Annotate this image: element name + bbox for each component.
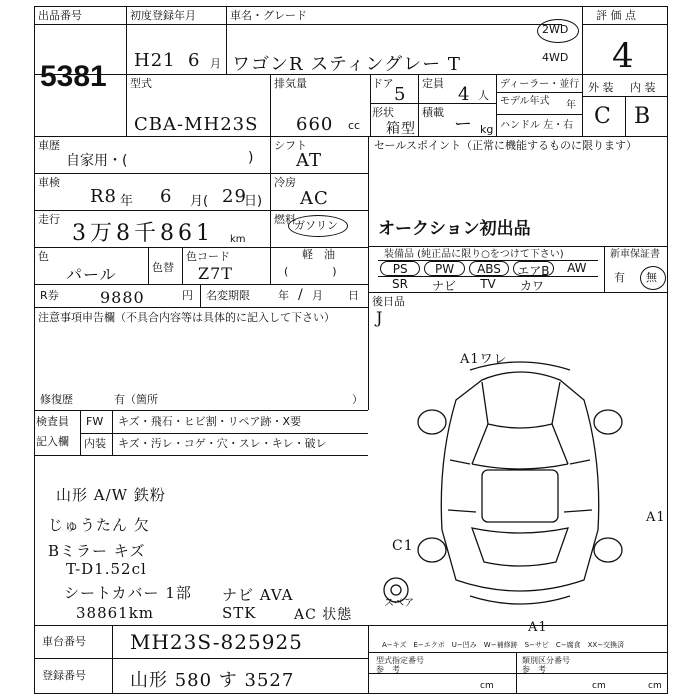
inspection-month-unit: 月( (190, 194, 209, 209)
exterior-value: C (594, 104, 612, 129)
rule (625, 96, 626, 136)
door-label: ドア (372, 77, 394, 90)
rule (582, 24, 668, 25)
handle-label: ハンドル 左・右 (500, 120, 574, 131)
drive-2wd: 2WD (542, 23, 569, 36)
history-value: 自家用・( (66, 153, 128, 169)
plate-label: 登録番号 (42, 669, 86, 682)
equipment-item: ナビ (431, 279, 456, 293)
fw-label: FW (86, 415, 104, 428)
rule (270, 74, 271, 136)
grade-label: 評 価 点 (596, 9, 636, 22)
name-change-day: 日 (348, 289, 359, 302)
rule (418, 74, 419, 136)
load-value: ー (454, 114, 473, 135)
equipment-row-2 (378, 277, 554, 292)
rule (34, 455, 368, 456)
first-reg-month: 6 (188, 50, 201, 71)
lot-label: 出品番号 (38, 9, 82, 22)
equipment-label: 装備品 (純正品に限り○をつけて下さい) (384, 249, 564, 260)
equipment-item: PW (424, 261, 464, 276)
rule (496, 92, 582, 93)
inspection-day: 29 (222, 186, 247, 207)
fuel-paren: ( ) (284, 265, 337, 278)
model-year-unit: 年 (566, 100, 576, 111)
rule (34, 24, 562, 25)
displacement-label: 排気量 (274, 77, 307, 90)
sales-points-highlight: オークション初出品 (378, 219, 531, 239)
frame-no-label: 類別区分番号 (522, 656, 570, 665)
rule (226, 6, 227, 74)
rule (370, 103, 496, 104)
capacity-unit: 人 (478, 89, 489, 102)
first-reg-label: 初度登録年月 (130, 9, 196, 22)
rule (112, 410, 113, 455)
name-change-month: 月 (312, 289, 323, 302)
history-close: ) (248, 150, 254, 166)
capacity-value: 4 (458, 84, 471, 105)
handwritten-note: 38861km (76, 604, 155, 622)
interior-text: キズ・汚レ・コゲ・穴・スレ・キレ・破レ (118, 437, 327, 450)
rule (34, 136, 668, 137)
handwritten-note: T-D1.52cl (66, 560, 147, 578)
inspector-label-1: 検査員 (36, 415, 69, 428)
model-code: CBA-MH23S (134, 114, 259, 135)
rule (34, 410, 368, 411)
fuel-label: 燃料 (274, 213, 296, 226)
rule (496, 114, 582, 115)
spare-label: スペア (384, 598, 414, 609)
diagram-note-right: A1 (646, 510, 666, 525)
handwritten-note: 山形 A/W 鉄粉 (56, 486, 166, 504)
cm-unit: cm (592, 681, 606, 691)
name-change-slash: / (298, 287, 304, 303)
later-value: J (376, 308, 384, 327)
repair-value: 有（箇所 (114, 393, 158, 406)
load-unit: kg (480, 123, 494, 136)
fw-text: キズ・飛石・ヒビ割・リペア跡・X要 (118, 415, 302, 428)
warranty-yes: 有 (614, 271, 625, 284)
handwritten-note: シートカバー 1部 (64, 584, 192, 602)
rule (34, 658, 368, 659)
rule (368, 625, 369, 694)
rule (34, 210, 368, 211)
rule (368, 673, 668, 674)
shape-value: 箱型 (386, 121, 416, 137)
rule (604, 246, 605, 292)
inspection-label: 車検 (38, 176, 60, 189)
diagram-note-bottom: A1 (528, 620, 548, 635)
month-unit: 月 (210, 57, 221, 70)
shift-value: AT (296, 150, 323, 171)
handwritten-note: STK (222, 604, 257, 622)
rule (496, 74, 497, 136)
rule (368, 246, 668, 247)
color-code-label: 色コード (186, 250, 230, 263)
model-label: 型式 (130, 77, 152, 90)
handwritten-note: AC 状態 (294, 607, 353, 623)
rule (34, 173, 368, 174)
rule (370, 74, 371, 136)
car-name-label: 車名・グレード (230, 9, 307, 22)
color-value: パール (66, 265, 117, 284)
fuel-gasoline: ガソリン (294, 219, 338, 232)
diagram-note-left: C1 (392, 538, 414, 554)
inspection-year-unit: 年 (120, 194, 134, 209)
rule (126, 6, 127, 136)
fuel-light: 軽 油 (302, 248, 335, 261)
color-change-label: 色替 (152, 261, 174, 274)
equipment-item: PS (380, 261, 420, 276)
rule (80, 410, 81, 455)
drive-4wd: 4WD (542, 51, 569, 64)
chassis-label: 車台番号 (42, 635, 86, 648)
equipment-item: ABS (469, 261, 509, 276)
model-no-label: 型式指定番号 (376, 656, 424, 665)
rule (34, 307, 368, 308)
first-reg-era: H21 (134, 50, 176, 71)
interior-label: 内 装 (630, 81, 656, 94)
cm-unit: cm (480, 681, 494, 691)
mileage-unit: km (230, 234, 246, 245)
handwritten-note: ナビ AVA (222, 586, 294, 604)
warranty-label: 新車保証書 (610, 249, 660, 260)
equipment-item: SR (392, 277, 408, 291)
inspector-label-2: 記入欄 (36, 435, 69, 448)
shift-label: シフト (274, 139, 307, 152)
displacement-value: 660 (296, 114, 334, 135)
inspection-day-unit: 日) (244, 194, 263, 209)
equipment-item: AW (567, 261, 587, 275)
rule (368, 652, 668, 653)
name-change-year: 年 (278, 289, 289, 302)
repair-label: 修復歴 (40, 393, 73, 406)
rule (80, 433, 368, 434)
mileage-label: 走行 (38, 213, 60, 226)
color-code-value: Z7T (198, 264, 233, 283)
lot-number: 5381 (40, 60, 107, 93)
interior-value: B (634, 104, 652, 129)
recycle-label: R券 (40, 289, 59, 302)
dealer-label: ディーラー・並行 (500, 79, 580, 90)
rule (582, 6, 583, 136)
handwritten-note: Bミラー キズ (48, 542, 146, 560)
capacity-label: 定員 (422, 77, 444, 90)
rule (516, 652, 517, 694)
inspection-month: 6 (160, 186, 173, 207)
inspection-era: R8 (90, 186, 118, 207)
equipment-item: エアB (513, 261, 553, 276)
equipment-item: カワ (519, 279, 544, 293)
rule (112, 625, 113, 694)
chassis-value: MH23S-825925 (130, 630, 303, 654)
equipment-item: TV (480, 277, 496, 291)
handwritten-note: じゅうたん 欠 (48, 516, 150, 534)
notes-label: 注意事項申告欄（不具合内容等は具体的に記入して下さい） (38, 311, 335, 324)
car-diagram (370, 340, 668, 625)
plate-value: 山形 580 す 3527 (130, 670, 295, 691)
model-no-ref: 参 考 (376, 665, 400, 674)
cm-unit: cm (648, 681, 662, 691)
mileage-value: 3万8千861 (72, 221, 214, 246)
recycle-yen: 円 (182, 289, 193, 302)
displacement-unit: cc (348, 119, 361, 132)
later-label: 後日品 (372, 295, 405, 308)
rule (368, 136, 369, 410)
grade-value: 4 (612, 36, 635, 76)
rule (368, 292, 668, 293)
load-label: 積載 (422, 106, 444, 119)
history-label: 車歴 (38, 139, 60, 152)
model-year-label: モデル年式 (500, 96, 550, 107)
frame-no-ref: 参 考 (522, 665, 546, 674)
damage-legend: A−キズ E−エクボ U−凹み W−補修跡 S−サビ C−腐食 XX−交換済 (382, 641, 625, 649)
name-change-label: 名変期限 (206, 289, 250, 302)
door-value: 5 (394, 84, 407, 105)
interior-label: 内装 (84, 437, 106, 450)
rule (34, 625, 668, 626)
ac-value: AC (300, 188, 329, 209)
warranty-no: 無 (646, 271, 657, 284)
shape-label: 形状 (372, 106, 394, 119)
rule (200, 284, 201, 307)
diagram-note-top: A1ワレ (460, 352, 508, 367)
exterior-label: 外 装 (588, 81, 614, 94)
sales-points-label: セールスポイント（正常に機能するものに限ります） (374, 139, 638, 152)
rule (182, 247, 183, 284)
ac-label: 冷房 (274, 176, 296, 189)
rule (148, 247, 149, 284)
car-name: ワゴンR スティングレー T (232, 54, 461, 75)
repair-close: ） (352, 393, 363, 406)
recycle-value: 9880 (100, 288, 145, 307)
equipment-row-1 (378, 261, 598, 276)
color-label: 色 (38, 250, 49, 263)
